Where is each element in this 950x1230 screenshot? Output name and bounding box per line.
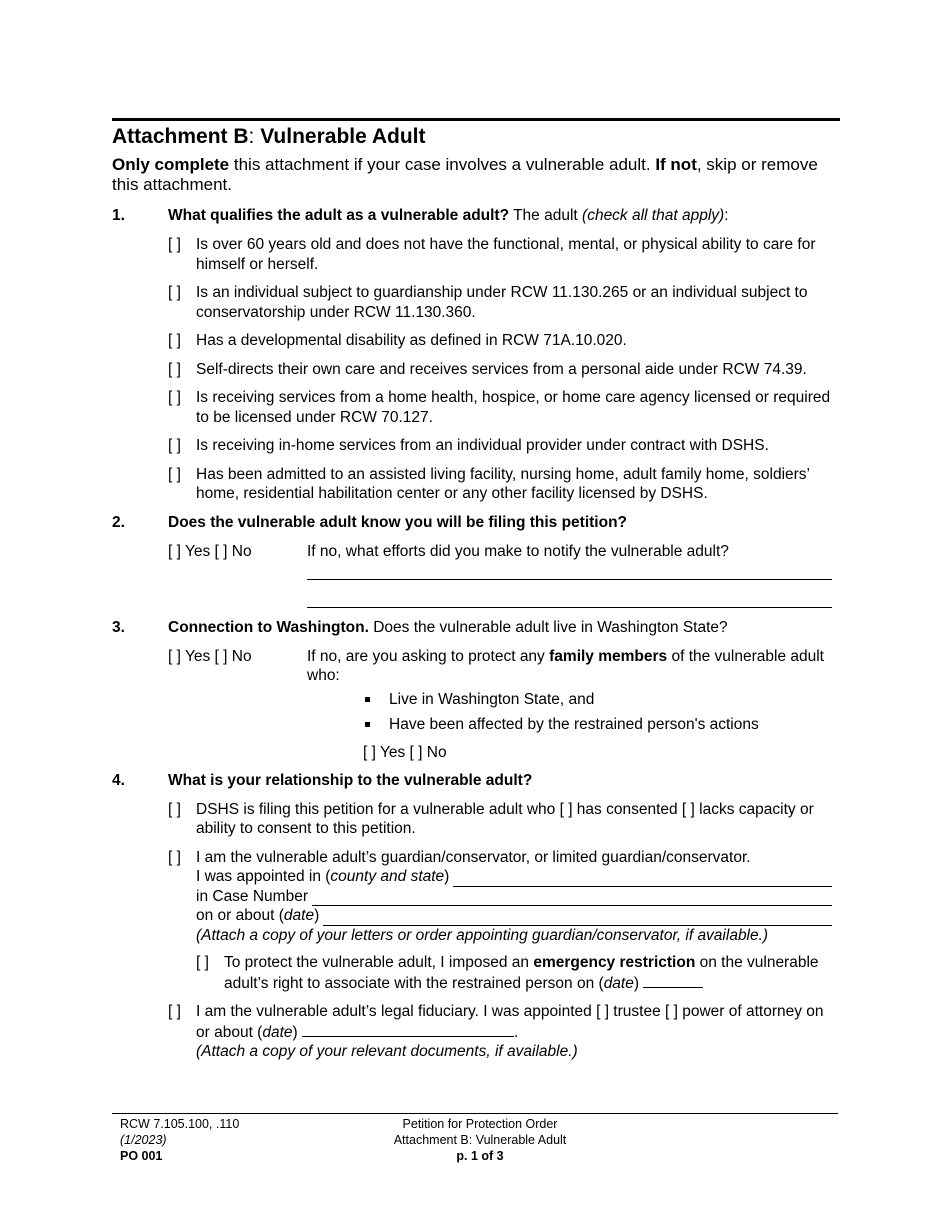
- checkbox[interactable]: [ ]: [168, 332, 181, 349]
- bullet-item: Have been affected by the restrained person's actions: [363, 715, 840, 734]
- footer-page-number: p. 1 of 3: [456, 1149, 504, 1163]
- q2-yes-no[interactable]: [ ] Yes [ ] No: [168, 542, 252, 560]
- q4-option-dshs[interactable]: [ ] DSHS is filing this petition for a vulnerable adult who [ ] has consented [ ] lacks capacity or ability to consent to this petition.: [168, 800, 814, 837]
- q1-option-6[interactable]: [ ] Is receiving in-home services from an individual provider under contract with DSHS.: [168, 437, 769, 454]
- checkbox[interactable]: [ ]: [196, 954, 209, 971]
- checkbox[interactable]: [ ]: [168, 360, 181, 378]
- question-1: 1. What qualifies the adult as a vulnerable adult? The adult (check all that apply):: [112, 207, 729, 224]
- q4-option-guardian[interactable]: [ ] I am the vulnerable adult’s guardian/conservator, or limited guardian/conservator. I was appointed in (county and state) in Case Number on or about (date) (Attach a copy of your letters or order appointing guardian/conservator, if available.): [168, 848, 840, 946]
- intro-text: Only complete this attachment if your case involves a vulnerable adult. If not, skip or remove this attachment.: [112, 155, 818, 194]
- q3-yes-no[interactable]: [ ] Yes [ ] No: [168, 647, 252, 665]
- county-state-field[interactable]: [453, 871, 832, 887]
- q2-answer-line-2[interactable]: [307, 580, 832, 608]
- q4-option-fiduciary[interactable]: [ ] I am the vulnerable adult’s legal fiduciary. I was appointed [ ] trustee [ ] power of attorney on or about (date) . (Attach a copy of your relevant documents, if available.): [168, 1003, 824, 1060]
- question-2: 2. Does the vulnerable adult know you will be filing this petition?: [112, 513, 628, 531]
- form-page: [112, 118, 840, 1062]
- footer-rcw: RCW 7.105.100, .110: [120, 1117, 240, 1131]
- q1-option-3[interactable]: [ ] Has a developmental disability as defined in RCW 71A.10.020.: [168, 332, 627, 349]
- checkbox[interactable]: [ ]: [168, 389, 181, 406]
- q1-option-7[interactable]: [ ] Has been admitted to an assisted living facility, nursing home, adult family home, soldiers’ home, residential habilitation center or any other facility licensed by DSHS.: [168, 465, 810, 502]
- checkbox[interactable]: [ ]: [168, 465, 181, 483]
- q4-emergency-restriction[interactable]: [ ] To protect the vulnerable adult, I imposed an emergency restriction on the vulnerable adult’s right to associate with the restrained person on (date): [196, 954, 819, 992]
- question-4: 4. What is your relationship to the vulnerable adult?: [112, 771, 533, 789]
- q2-answer: [ ] Yes [ ] No If no, what efforts did you make to notify the vulnerable adult?: [112, 542, 840, 608]
- checkbox[interactable]: [ ]: [168, 848, 181, 866]
- page-title: Attachment B: Vulnerable Adult: [112, 125, 426, 148]
- restriction-date-field[interactable]: [643, 973, 703, 988]
- checkbox[interactable]: [ ]: [168, 800, 181, 818]
- date-field[interactable]: [323, 910, 832, 926]
- checkbox[interactable]: [ ]: [168, 284, 181, 301]
- q3-answer: [ ] Yes [ ] No If no, are you asking to protect any family members of the vulnerable adult who: Live in Washington State, and Have been affected by the restrained person's actions [ ] Yes [ ] No: [112, 647, 840, 762]
- checkbox[interactable]: [ ]: [168, 437, 181, 454]
- q1-option-2[interactable]: [ ] Is an individual subject to guardianship under RCW 11.130.265 or an individual subject to conservatorship under RCW 11.130.360.: [168, 284, 808, 321]
- footer-date: (1/2023): [120, 1133, 167, 1147]
- top-rule: [112, 118, 840, 121]
- page-footer: [112, 1113, 838, 1163]
- q1-option-5[interactable]: [ ] Is receiving services from a home health, hospice, or home care agency licensed or required to be licensed under RCW 70.127.: [168, 389, 831, 426]
- footer-form-id: PO 001: [120, 1149, 163, 1163]
- q2-answer-line-1[interactable]: [307, 561, 832, 580]
- footer-title-1: Petition for Protection Order: [402, 1117, 558, 1131]
- case-number-field[interactable]: [312, 890, 832, 906]
- bullet-item: Live in Washington State, and: [363, 690, 840, 709]
- footer-title-2: Attachment B: Vulnerable Adult: [393, 1133, 567, 1147]
- q1-option-4[interactable]: [ ] Self-directs their own care and receives services from a personal aide under RCW 74.39.: [168, 360, 807, 378]
- q3-yes-no-2[interactable]: [ ] Yes [ ] No: [363, 743, 447, 761]
- fiduciary-date-field[interactable]: [302, 1022, 514, 1037]
- checkbox[interactable]: [ ]: [168, 236, 181, 253]
- question-3: 3. Connection to Washington. Does the vulnerable adult live in Washington State?: [112, 618, 728, 636]
- checkbox[interactable]: [ ]: [168, 1003, 181, 1020]
- q1-option-1[interactable]: [ ] Is over 60 years old and does not have the functional, mental, or physical ability to care for himself or herself.: [168, 236, 816, 273]
